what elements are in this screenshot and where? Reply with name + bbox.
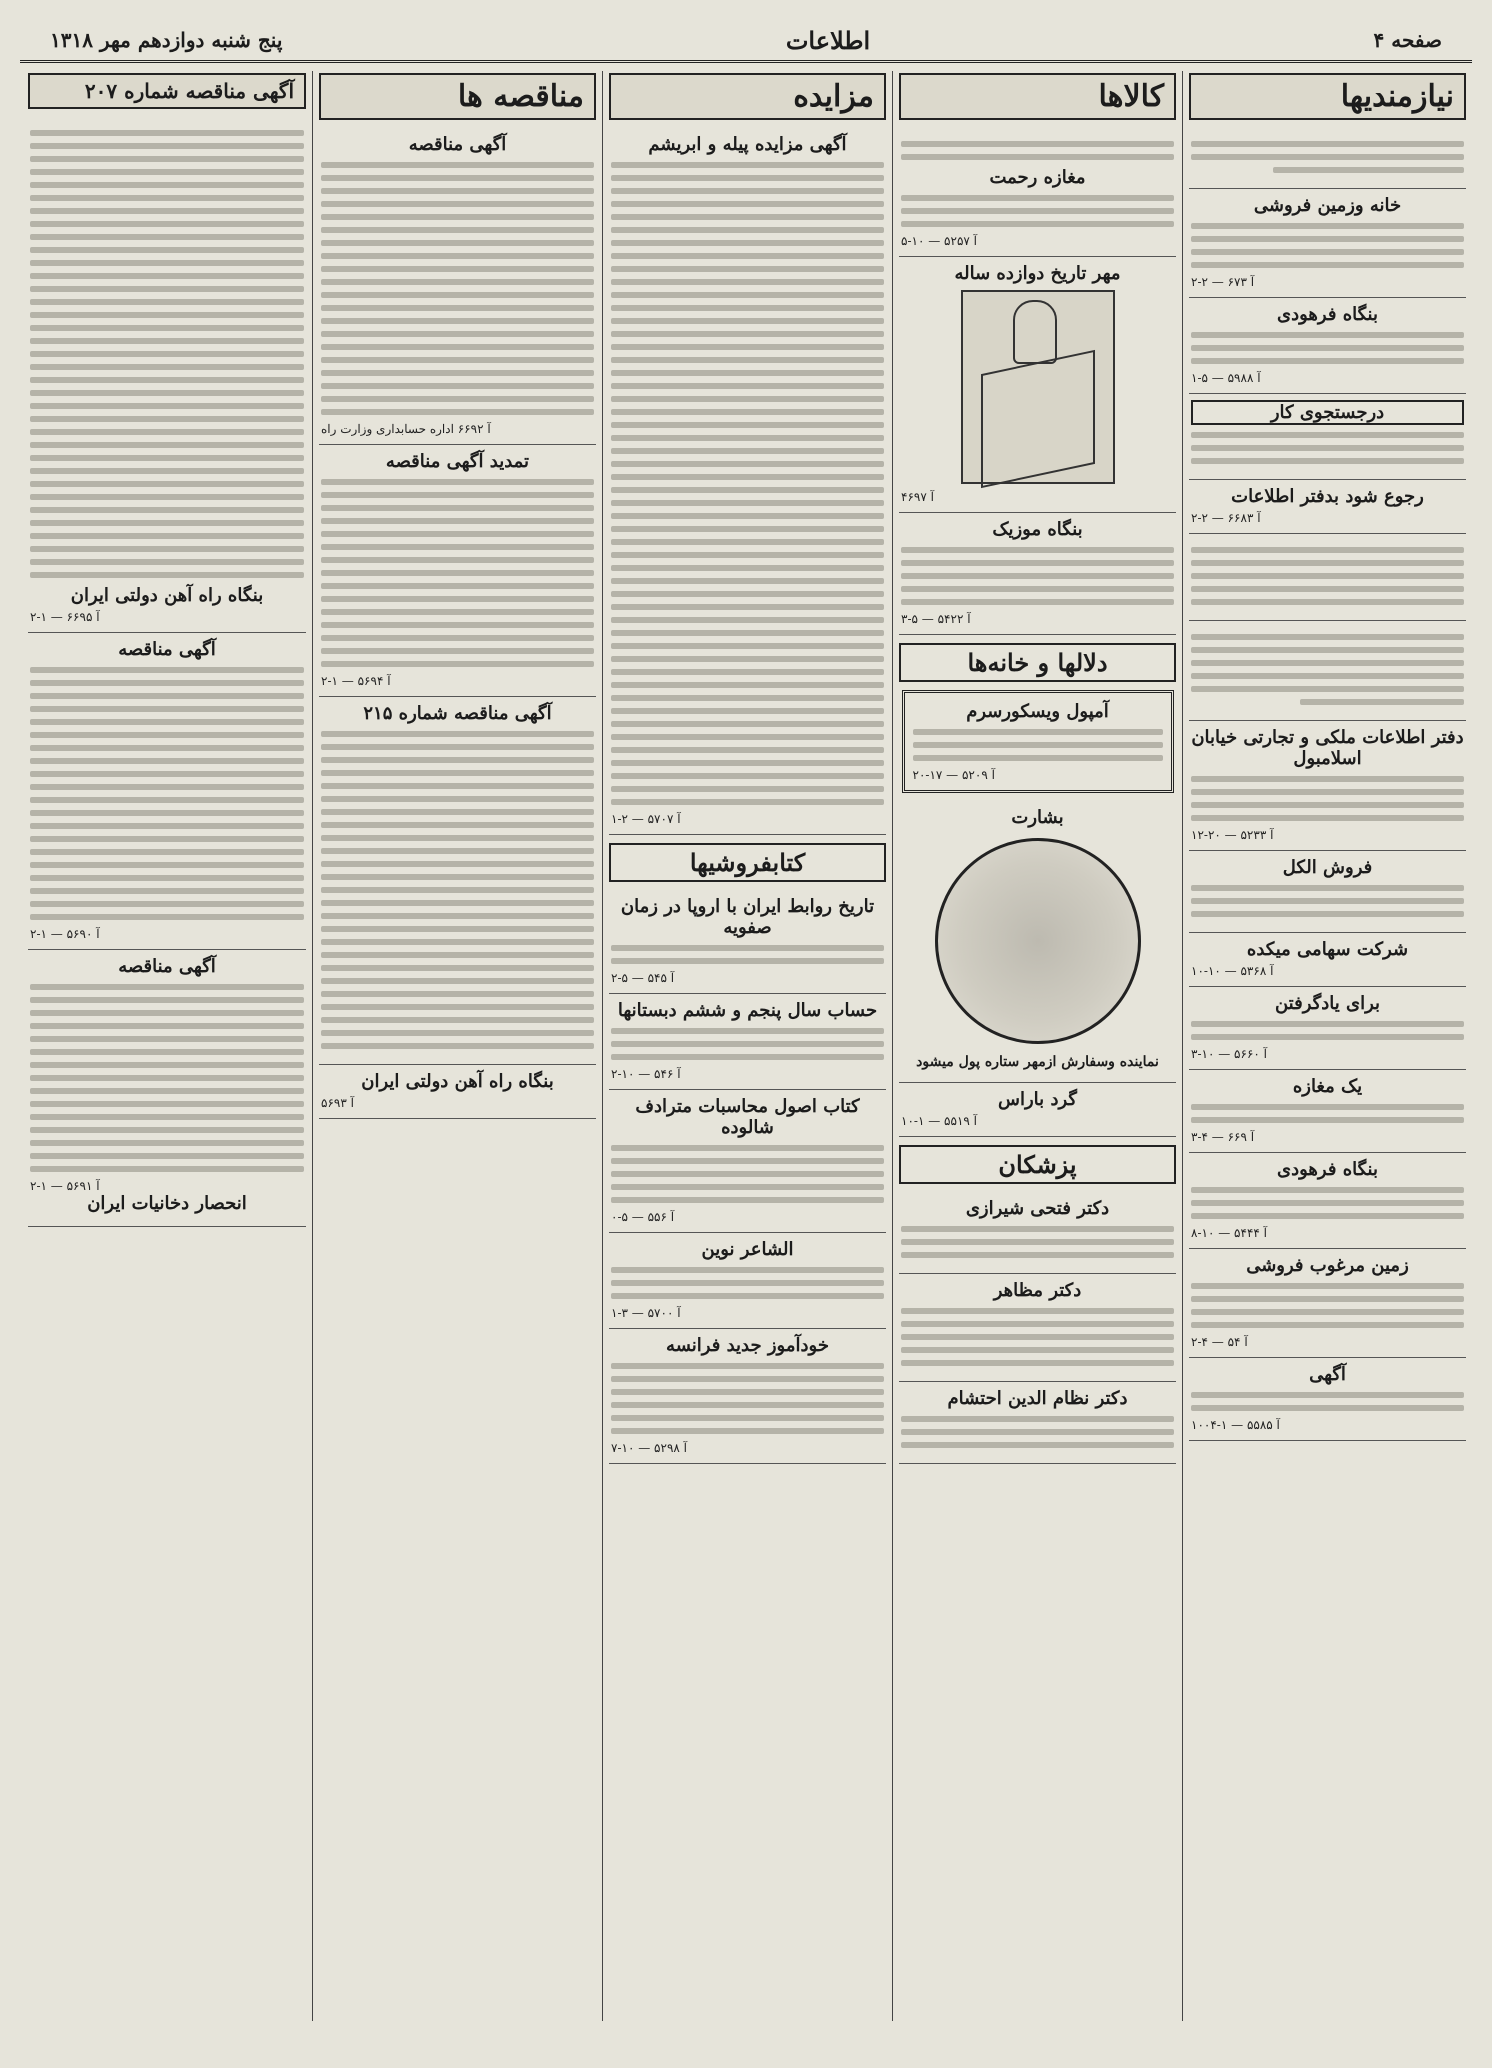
- ad-title: درجستجوی کار: [1191, 400, 1464, 425]
- columns: [20, 71, 1472, 2021]
- ad-block: [609, 128, 886, 835]
- ad-code: آ ۶۶۸۳ — ۲-۲: [1191, 511, 1261, 525]
- ad-block: [1189, 987, 1466, 1070]
- ad-block: [899, 257, 1176, 513]
- ad-block: [1189, 933, 1466, 987]
- ad-code: آ ۵۴۵ — ۵-۲: [611, 971, 675, 985]
- section-heading: پزشکان: [899, 1145, 1176, 1184]
- section-heading: دلالها و خانه‌ها: [899, 643, 1176, 682]
- ad-code: آ ۵۴۴۴ — ۱۰-۸: [1191, 1226, 1267, 1240]
- ad-title: دکتر فتحی شیرازی: [965, 1198, 1110, 1219]
- column-heading: آگهی مناقصه شماره ۲۰۷: [28, 73, 306, 109]
- ad-block: [899, 1274, 1176, 1382]
- column-heading: مزایده: [609, 73, 886, 120]
- ad-block: [319, 1065, 596, 1119]
- ad-code: آ ۶۷۳ — ۲-۲: [1191, 275, 1255, 289]
- ad-title: بنگاه راه آهن دولتی ایران: [70, 585, 264, 606]
- stamp-handle: [1013, 300, 1057, 364]
- ad-block: [1189, 1249, 1466, 1358]
- ad-block: [28, 950, 306, 1227]
- ad-title: خانه وزمین فروشی: [1253, 195, 1402, 216]
- ad-code: آ ۵۲۹۸ — ۱۰-۷: [611, 1441, 687, 1455]
- ad-code: آ ۵۵۸۵ — ۱-۱۰۰۴: [1191, 1418, 1280, 1432]
- ad-title: حساب سال پنجم و ششم دبستانها: [617, 1000, 878, 1021]
- page-number: صفحه ۴: [1373, 28, 1442, 52]
- newspaper-page: [20, 20, 1472, 2028]
- ad-block: [28, 633, 306, 950]
- ad-code: آ ۵۴۶ — ۱۰-۲: [611, 1067, 681, 1081]
- ad-block: [1189, 721, 1466, 851]
- ad-title: الشاعر نوین: [701, 1239, 794, 1260]
- ad-title: دکتر نظام الدین احتشام: [947, 1388, 1128, 1409]
- ad-title: آگهی مناقصه: [118, 639, 216, 660]
- ad-block: [899, 801, 1176, 1083]
- ad-block: [1189, 480, 1466, 534]
- ad-title: آگهی مناقصه: [118, 956, 216, 977]
- ad-block: [1189, 128, 1466, 189]
- coin-illustration: [935, 838, 1141, 1044]
- ad-block: [609, 1329, 886, 1464]
- ad-code: آ ۵۵۶ — ۵-۰: [611, 1210, 675, 1224]
- ad-block: [1189, 851, 1466, 933]
- ad-code: آ ۴۶۹۷: [901, 490, 934, 504]
- ad-title: تاریخ روابط ایران با اروپا در زمان صفویه: [620, 896, 875, 938]
- column-auctions: [602, 71, 892, 2021]
- ad-code: آ ۵۵۱۹ — ۱-۱۰: [901, 1114, 977, 1128]
- ad-title: دکتر مظاهر: [993, 1280, 1082, 1301]
- ad-block: [1189, 1358, 1466, 1441]
- column-tenders: [312, 71, 602, 2021]
- ad-title: برای یادگرفتن: [1274, 993, 1381, 1014]
- paper-title: اطلاعات: [785, 25, 871, 55]
- ad-title: بنگاه فرهودی: [1277, 304, 1378, 325]
- ad-code: آ ۶۶۹۵ — ۱-۲: [30, 610, 100, 624]
- ad-code: آ ۶۶۹۲ اداره حسابداری وزارت راه: [321, 422, 491, 436]
- ad-block: [899, 128, 1176, 257]
- ad-block: [1189, 298, 1466, 394]
- ad-block: [899, 513, 1176, 635]
- ad-code: آ ۵۴۲۲ — ۵-۳: [901, 612, 971, 626]
- stamp-base: [981, 350, 1095, 488]
- ad-code: آ ۵۲۰۹ — ۱۷-۲۰: [912, 768, 995, 782]
- column-goods: [892, 71, 1182, 2021]
- ad-title: آگهی مناقصه شماره ۲۱۵: [363, 703, 552, 724]
- ad-title: دفتر اطلاعات ملکی و تجارتی خیابان اسلامبول: [1191, 727, 1464, 769]
- ad-code: آ ۵۷۰۰ — ۳-۱: [611, 1306, 681, 1320]
- ad-title: بنگاه فرهودی: [1277, 1159, 1378, 1180]
- ad-title: تمدید آگهی مناقصه: [385, 451, 530, 472]
- masthead: [20, 20, 1472, 63]
- ad-footer: نماینده وسفارش ازمهر ستاره پول میشود: [916, 1054, 1159, 1070]
- ad-title: رجوع شود بدفتر اطلاعات: [1231, 486, 1424, 507]
- ad-code: آ ۵۴ — ۴-۲: [1191, 1335, 1248, 1349]
- ad-title: آگهی مناقصه: [408, 134, 507, 155]
- ad-title: یک مغازه: [1292, 1076, 1363, 1097]
- ad-block: [319, 128, 596, 445]
- ad-footer: انحصار دخانیات ایران: [87, 1193, 247, 1214]
- ad-block: [1189, 1153, 1466, 1249]
- ad-code: آ ۶۶۹ — ۴-۳: [1191, 1130, 1255, 1144]
- ad-code: آ ۵۶۹۴ — ۱-۲: [321, 674, 391, 688]
- column-classifieds: [1182, 71, 1472, 2021]
- ad-title: شرکت سهامی میکده: [1246, 939, 1409, 960]
- stamp-illustration: [961, 290, 1115, 484]
- ad-block: [609, 1090, 886, 1233]
- ad-code: آ ۵۹۸۸ — ۵-۱: [1191, 371, 1261, 385]
- ad-title: آمپول ویسکورسرم: [966, 701, 1109, 722]
- ad-block: [609, 890, 886, 994]
- ad-title: زمین مرغوب فروشی: [1246, 1255, 1409, 1276]
- ad-block: [1189, 1070, 1466, 1153]
- ad-code: آ ۵۶۶۰ — ۱۰-۳: [1191, 1047, 1267, 1061]
- ad-code: آ ۵۶۹۳: [321, 1096, 354, 1110]
- ad-code: آ ۵۶۹۰ — ۱-۲: [30, 927, 100, 941]
- ad-block: [899, 1192, 1176, 1274]
- ad-code: آ ۵۶۹۱ — ۱-۲: [30, 1179, 100, 1193]
- ad-title: مغازه رحمت: [989, 167, 1086, 188]
- column-heading: کالاها: [899, 73, 1176, 120]
- ad-title: مهر تاریخ دوازده ساله: [954, 263, 1121, 284]
- ad-block: [1189, 394, 1466, 480]
- ad-block: [609, 1233, 886, 1329]
- ad-block: [899, 1382, 1176, 1464]
- ad-title: گرد باراس: [998, 1089, 1077, 1110]
- issue-date: پنج شنبه دوازدهم مهر ۱۳۱۸: [50, 28, 283, 52]
- ad-code: آ ۵۲۳۳ — ۲۰-۱۲: [1191, 828, 1274, 842]
- ad-block: [1189, 189, 1466, 298]
- ad-block: [319, 445, 596, 697]
- ad-block: [899, 1083, 1176, 1137]
- ad-block: [1189, 621, 1466, 721]
- column-notices: [22, 71, 312, 2021]
- column-heading: مناقصه ها: [319, 73, 596, 120]
- ad-block: [609, 994, 886, 1090]
- ad-title: فروش الکل: [1282, 857, 1373, 878]
- ad-code: آ ۵۷۰۷ — ۲-۱: [611, 812, 681, 826]
- ad-block: [1189, 534, 1466, 621]
- ad-block: [319, 697, 596, 1065]
- ad-title: خودآموز جدید فرانسه: [666, 1335, 829, 1356]
- ad-title: آگهی مزایده پیله و ابریشم: [648, 134, 847, 155]
- ad-title: بنگاه موزیک: [992, 519, 1083, 540]
- ad-block: [28, 117, 306, 633]
- ad-title: آگهی: [1309, 1364, 1346, 1385]
- framed-ad: [902, 690, 1174, 793]
- ad-code: آ ۵۲۵۷ — ۱۰-۵: [901, 234, 977, 248]
- ad-code: آ ۵۳۶۸ — ۱۰-۱۰: [1191, 964, 1274, 978]
- ad-title: بنگاه راه آهن دولتی ایران: [361, 1071, 554, 1092]
- column-heading: نیازمندیها: [1189, 73, 1466, 120]
- ad-title: کتاب اصول محاسبات مترادف شالوده: [635, 1096, 860, 1138]
- ad-title: بشارت: [1011, 807, 1064, 828]
- section-heading: کتابفروشیها: [609, 843, 886, 882]
